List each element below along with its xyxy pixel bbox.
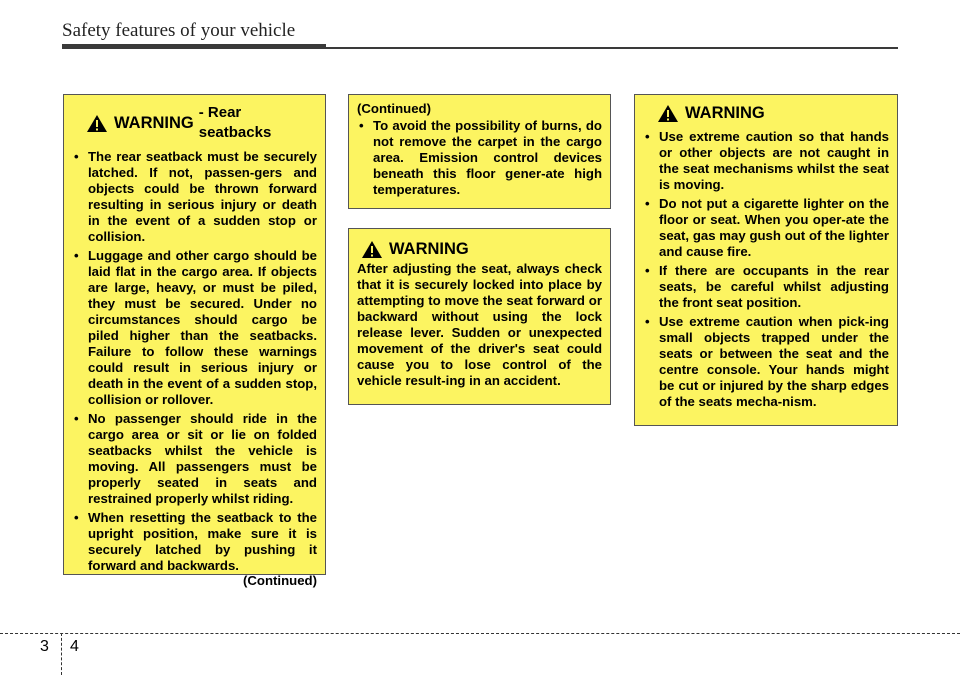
warning-triangle-icon: [361, 240, 383, 259]
warning-list-item: • If there are occupants in the rear seats, be careful whilst adjusting the front seat position.: [643, 263, 889, 311]
warning-list-item: • Luggage and other cargo should be laid flat in the cargo area. If objects are large, heavy, or must be piled, they must be secured. Under no circumstances should cargo be piled higher than the seatbacks. Failure to follow these warnings could result in serious injury or death in the event of a sudden stop, collision or rollover.: [72, 248, 317, 408]
warning-list-item: • Use extreme caution so that hands or other objects are not caught in the seat mechanisms whilst the seat is moving.: [643, 129, 889, 193]
warning-list-item: • When resetting the seatback to the upright position, make sure it is securely latched by pushing it forward and backwards.: [72, 510, 317, 574]
header-rule-thin: [326, 47, 898, 49]
warning-triangle-icon: [657, 104, 679, 123]
warning-list: [72, 149, 317, 574]
warning-list-item: • To avoid the possibility of burns, do not remove the carpet in the cargo area. Emission control devices beneath this floor gener-ate high temperatures.: [357, 118, 602, 198]
warning-list-item: • No passenger should ride in the cargo area or sit or lie on folded seatbacks whilst the vehicle is moving. All passengers must be properly seated in seats and restrained properly whilst riding.: [72, 411, 317, 507]
warning-list-item: • Use extreme caution when pick-ing small objects trapped under the seats or between the seat and the centre console. Your hands might be cut or injured by the sharp edges of the seats mecha-nism.: [643, 314, 889, 410]
warning-subheading: - Rear seatbacks: [198, 104, 272, 141]
warning-heading: [643, 103, 889, 123]
footer-rule: [0, 633, 960, 634]
warning-list-item: • The rear seatback must be securely latched. If not, passen-gers and objects could be thrown forward resulting in serious injury or death in the event of a sudden stop or collision.: [72, 149, 317, 245]
continued-label: (Continued): [243, 573, 317, 588]
warning-list-item: • Do not put a cigarette lighter on the floor or seat. When you oper-ate the seat, gas may gush out of the lighter and cause fire.: [643, 196, 889, 260]
warning-heading: [72, 103, 317, 143]
warning-list: [643, 129, 889, 410]
continued-label: (Continued): [357, 101, 431, 116]
header-rule-thick: [62, 44, 326, 49]
warning-body: After adjusting the seat, always check that it is securely locked into place by attempting to move the seat forward or backward without using the lock release lever. Sudden or unexpected movement of the driver's seat could cause you to lose control of the vehicle result-ing in an accident.: [357, 261, 602, 388]
warning-heading: [357, 239, 602, 259]
warning-heading-label: WARNING: [685, 104, 765, 122]
warning-list: [357, 118, 602, 198]
footer-divider: [61, 633, 62, 675]
warning-box-rear-seatbacks: [63, 94, 326, 588]
warning-heading-label: WARNING: [114, 114, 194, 132]
chapter-number: 3: [40, 638, 49, 655]
warning-box-continued: [348, 94, 611, 209]
warning-box-seat-mechanism: [634, 94, 898, 426]
warning-triangle-icon: [86, 114, 108, 133]
page-number: 4: [70, 638, 79, 655]
warning-box-seat-lock: [348, 228, 611, 405]
page-header-title: Safety features of your vehicle: [62, 20, 296, 41]
warning-heading-label: WARNING: [389, 240, 469, 258]
